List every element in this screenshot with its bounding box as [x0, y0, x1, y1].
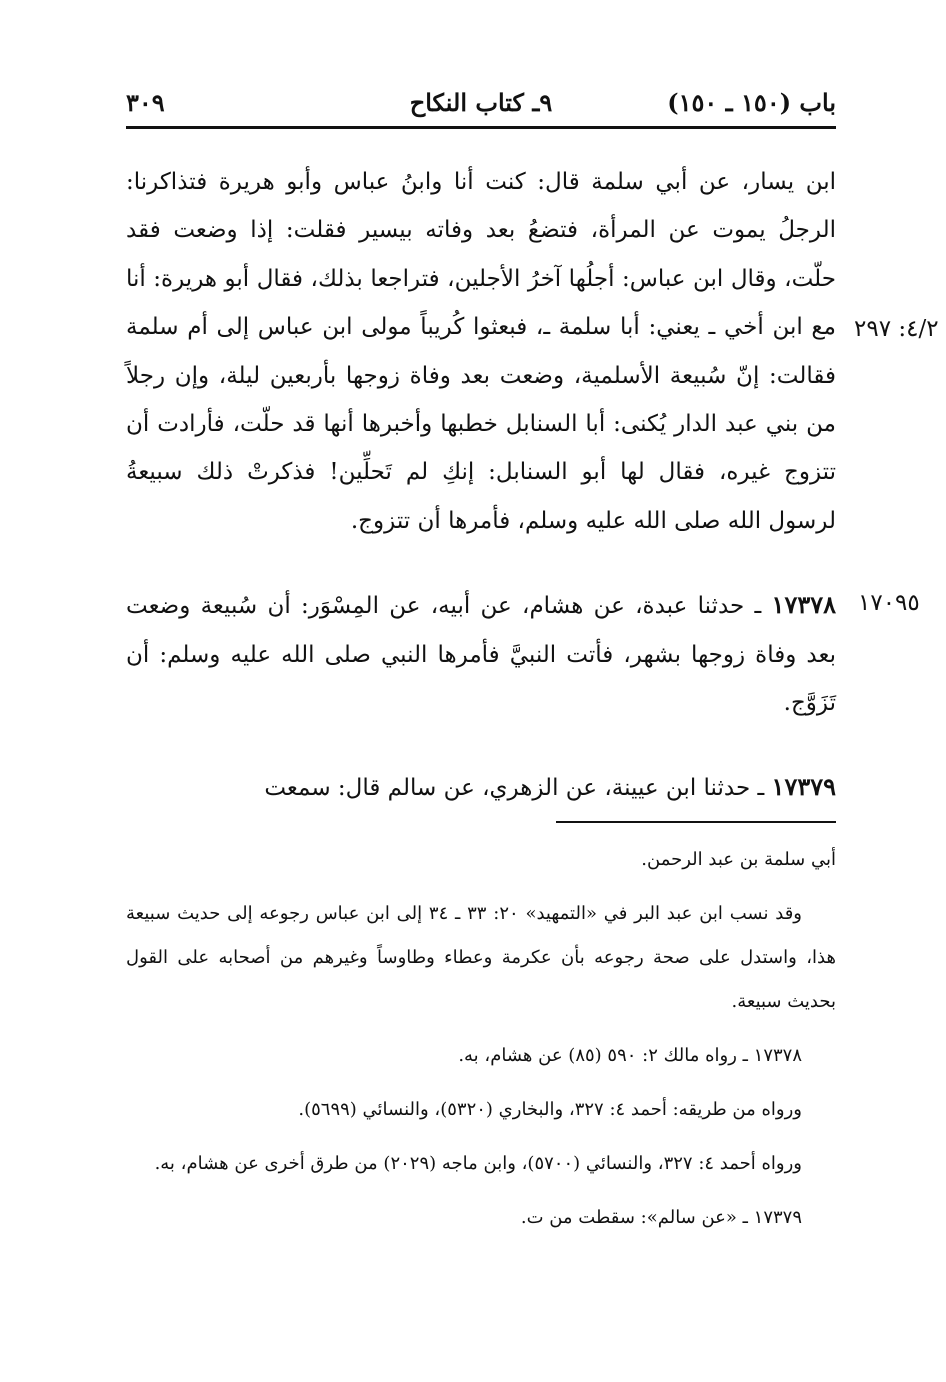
footnote: وقد نسب ابن عبد البر في «التمهيد» ٢٠: ٣٣ ـ ٣٤ إلى ابن عباس رجوعه إلى حديث سبيعة هذا، واستدل على صحة رجوعه بأن عكرمة وعطاء وطاوساً وغيرهم من أصحابه على القول بحديث سبيعة. [126, 903, 836, 1012]
footnote-number: ١٧٣٧٨ [753, 1045, 802, 1066]
footnote [126, 1196, 836, 1240]
footnote-number: ١٧٣٧٩ [753, 1207, 802, 1228]
footnote-text: ـ رواه مالك ٢: ٥٩٠ (٨٥) عن هشام، به. [458, 1045, 754, 1066]
footnote [126, 1034, 836, 1078]
margin-reference: ١٧٠٩٥ [858, 590, 920, 616]
footnote-text: ـ «عن سالم»: سقطت من ت. [520, 1207, 754, 1228]
hadith-number: ١٧٣٧٩ [771, 772, 836, 802]
footnote: ورواه من طريقه: أحمد ٤: ٣٢٧، والبخاري (٥٣٢٠)، والنسائي (٥٦٩٩). [298, 1099, 802, 1120]
hadith-paragraph [126, 763, 836, 812]
book-title: ٩ـ كتاب النكاح [409, 88, 553, 117]
margin-reference: ٤/٢: ٢٩٧ [854, 316, 939, 342]
main-text [126, 158, 836, 813]
page-number: ٣٠٩ [126, 88, 165, 117]
hadith-paragraph: ابن يسار، عن أبي سلمة قال: كنت أنا وابنُ عباس وأبو هريرة فتذاكرنا: الرجلُ يموت عن المرأة، فتضعُ بعد وفاته بيسير فقلت: إذا وضعت فقد حلّت، وقال ابن عباس: أجلُها آخرُ الأجلين، فتراجعا بذلك، فقال أبو هريرة: أنا مع ابن أخي ـ يعني: أبا سلمة ـ، فبعثوا كُريباً مولى ابن عباس إلى أم سلمة فقالت: إنّ سُبيعة الأسلمية، وضعت بعد وفاة زوجها بأربعين ليلة، وإن رجلاً من بني عبد الدار يُكنى: أبا السنابل خطبها وأخبرها أنها قد حلّت، فأرادت أن تتزوج غيره، فقال لها أبو السنابل: إنكِ لم تَحلِّين! فذكرتْ ذلك سبيعةُ لرسول الله صلى الله عليه وسلم، فأمرها أن تتزوج. [126, 169, 836, 534]
hadith-text: ـ حدثنا ابن عيينة، عن الزهري، عن سالم قال: سمعت [264, 775, 772, 802]
footnote: ورواه أحمد ٤: ٣٢٧، والنسائي (٥٧٠٠)، وابن ماجه (٢٠٢٩) من طرق أخرى عن هشام، به. [154, 1153, 802, 1174]
running-header [126, 84, 836, 124]
hadith-text: ـ حدثنا عبدة، عن هشام، عن أبيه، عن المِسْوَر: أن سُبيعة وضعت بعد وفاة زوجها بشهر، فأتت النبيَّ فأمرها النبي صلى الله عليه وسلم: أن تَزَوَّج. [126, 593, 836, 717]
header-rule [126, 126, 836, 129]
chapter-title: باب (١٥٠ ـ ١٥٠) [667, 88, 836, 117]
hadith-paragraph [126, 581, 836, 727]
footnote: أبي سلمة بن عبد الرحمن. [641, 849, 836, 870]
footnotes [126, 838, 836, 1240]
footnote-rule [556, 821, 836, 823]
hadith-number: ١٧٣٧٨ [771, 590, 836, 620]
